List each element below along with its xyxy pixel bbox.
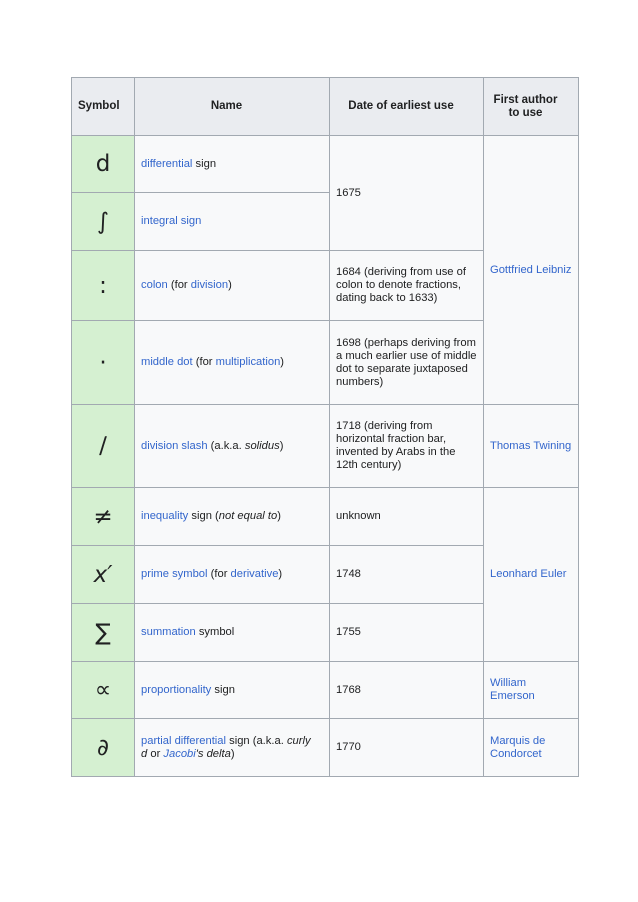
math-symbols-table	[71, 77, 579, 777]
name-cell	[135, 604, 330, 662]
author-content	[490, 677, 560, 703]
symbol-proportionality: ∝	[72, 662, 135, 719]
name-text: or	[147, 747, 164, 760]
date-text: 1770	[336, 741, 361, 753]
symbol-inequality: ≠	[72, 488, 135, 546]
name-text: )	[279, 439, 284, 452]
name-content	[141, 510, 316, 523]
name-cell	[135, 488, 330, 546]
link-division[interactable]: division	[190, 279, 229, 291]
author-cell	[484, 662, 579, 719]
author-cell	[484, 488, 579, 662]
header-row	[72, 78, 579, 136]
name-text: )	[230, 747, 235, 760]
author-content	[490, 264, 573, 277]
link-differential[interactable]: differential	[141, 157, 193, 170]
name-content	[141, 158, 316, 171]
link-jacobi[interactable]: Jacobi	[163, 747, 196, 760]
author-content	[490, 440, 573, 453]
name-cell	[135, 193, 330, 251]
link-division-slash[interactable]: division slash	[141, 439, 208, 452]
name-cell	[135, 719, 330, 777]
name-italic-text: not equal to	[218, 510, 278, 522]
date-cell	[330, 405, 484, 488]
name-text: sign (a.k.a.	[226, 734, 287, 747]
name-text: (for	[192, 356, 216, 368]
link-middle-dot[interactable]: middle dot	[141, 356, 193, 368]
name-cell	[135, 136, 330, 193]
symbol-summation: ∑	[72, 604, 135, 662]
row-inequality	[72, 488, 579, 546]
name-text: symbol	[195, 626, 235, 638]
column-header-name: Name	[135, 78, 330, 136]
date-cell	[330, 546, 484, 604]
name-text: sign	[211, 683, 235, 696]
name-content	[141, 215, 316, 228]
name-cell	[135, 405, 330, 488]
symbol-prime: x′	[72, 546, 135, 604]
name-content	[141, 684, 316, 697]
name-cell	[135, 321, 330, 405]
date-cell	[330, 662, 484, 719]
name-content	[141, 626, 316, 639]
link-derivative[interactable]: derivative	[230, 568, 279, 580]
date-cell	[330, 488, 484, 546]
link-marquis-de-condorcet[interactable]: Marquis de Condorcet	[490, 734, 546, 760]
name-content	[141, 356, 316, 369]
row-differential	[72, 136, 579, 193]
date-text: 1675	[336, 186, 361, 199]
name-text: sign	[192, 157, 217, 170]
row-partial-differential	[72, 719, 579, 777]
link-thomas-twining[interactable]: Thomas Twining	[490, 439, 572, 452]
author-cell	[484, 136, 579, 405]
column-header-symbol: Symbol	[72, 78, 135, 136]
date-cell	[330, 321, 484, 405]
date-text: 1684 (deriving from use of colon to denote fractions, dating back to 1633)	[336, 266, 466, 304]
link-gottfried-leibniz[interactable]: Gottfried Leibniz	[490, 263, 572, 276]
date-text: 1755	[336, 626, 361, 638]
name-italic-text: 's delta	[195, 747, 231, 760]
name-content	[141, 568, 316, 581]
date-text: 1698 (perhaps deriving from a much earlier use of middle dot to separate juxtaposed numbers)	[336, 336, 477, 388]
symbol-division-slash: ∕	[72, 405, 135, 488]
row-division-slash	[72, 405, 579, 488]
column-header-date: Date of earliest use	[330, 78, 484, 136]
date-text: 1748	[336, 568, 361, 580]
link-prime-symbol[interactable]: prime symbol	[141, 568, 208, 580]
author-cell	[484, 405, 579, 488]
name-content	[141, 440, 316, 453]
name-text: (a.k.a.	[207, 439, 245, 452]
link-proportionality[interactable]: proportionality	[141, 683, 212, 696]
author-cell	[484, 719, 579, 777]
name-cell	[135, 546, 330, 604]
link-leonhard-euler[interactable]: Leonhard Euler	[490, 568, 567, 580]
name-italic-text: curly d	[141, 734, 311, 760]
author-content	[490, 568, 573, 581]
link-multiplication[interactable]: multiplication	[215, 356, 281, 368]
author-content	[490, 735, 560, 761]
name-text: (for	[207, 568, 231, 580]
name-cell	[135, 662, 330, 719]
symbol-middle-dot: ·	[72, 321, 135, 405]
name-text: )	[228, 279, 232, 291]
symbol-differential: d	[72, 136, 135, 193]
link-integral-sign[interactable]: integral sign	[141, 215, 202, 227]
date-cell	[330, 136, 484, 251]
name-italic-text: solidus	[244, 439, 280, 452]
symbol-partial-differential: ∂	[72, 719, 135, 777]
link-william-emerson[interactable]: William Emerson	[490, 677, 535, 702]
date-cell	[330, 251, 484, 321]
name-text: (for	[167, 279, 191, 291]
date-cell	[330, 719, 484, 777]
name-content	[141, 735, 316, 761]
date-text: 1768	[336, 683, 361, 696]
link-summation[interactable]: summation	[141, 626, 196, 638]
column-header-author: First author to use	[484, 78, 579, 136]
name-cell	[135, 251, 330, 321]
name-text: )	[277, 510, 281, 522]
link-colon[interactable]: colon	[141, 279, 168, 291]
date-text: 1718 (deriving from horizontal fraction bar, invented by Arabs in the 12th century)	[336, 420, 456, 471]
date-text: unknown	[336, 510, 381, 522]
link-partial-differential[interactable]: partial differential	[141, 734, 226, 747]
name-text: )	[280, 356, 285, 368]
name-text: sign (	[188, 510, 219, 522]
date-cell	[330, 604, 484, 662]
symbol-colon: :	[72, 251, 135, 321]
link-inequality[interactable]: inequality	[141, 510, 189, 522]
name-content	[141, 279, 316, 292]
row-proportionality	[72, 662, 579, 719]
name-text: )	[278, 568, 283, 580]
symbol-integral: ∫	[72, 193, 135, 251]
